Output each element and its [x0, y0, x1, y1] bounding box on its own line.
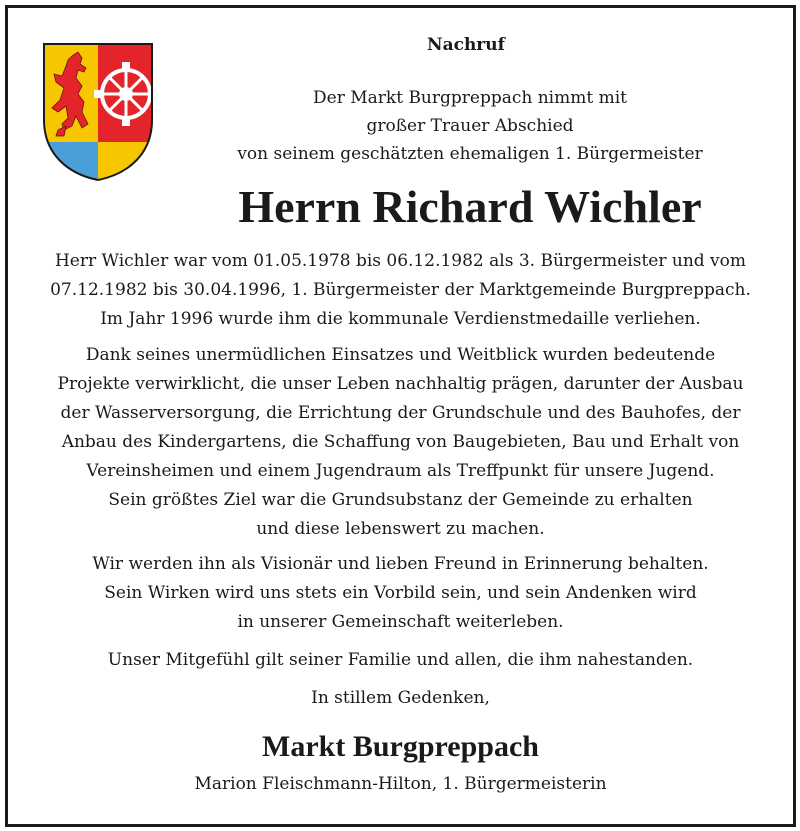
- text-line: Anbau des Kindergartens, die Schaffung von Baugebieten, Bau und Erhalt von: [61, 432, 740, 452]
- paragraph-achievements: [8, 341, 793, 544]
- text-line: Sein Wirken wird uns stets ein Vorbild sein, und sein Andenken wird: [104, 583, 697, 603]
- text-line: in unserer Gemeinschaft weiterleben.: [237, 612, 564, 632]
- text-line: Wir werden ihn als Visionär und lieben Freund in Erinnerung behalten.: [92, 554, 709, 574]
- coat-of-arms-icon: [42, 42, 154, 182]
- text-line: Sein größtes Ziel war die Grundsubstanz der Gemeinde zu erhalten: [108, 490, 693, 510]
- text-line: 07.12.1982 bis 30.04.1996, 1. Bürgermeister der Marktgemeinde Burgpreppach.: [50, 280, 751, 300]
- intro-line: Der Markt Burgpreppach nimmt mit: [313, 88, 627, 108]
- intro-line: großer Trauer Abschied: [366, 116, 574, 136]
- signer-name: Marion Fleischmann-Hilton, 1. Bürgermeisterin: [194, 774, 607, 794]
- notice-heading: Nachruf: [427, 35, 505, 55]
- text-line: Dank seines unermüdlichen Einsatzes und Weitblick wurden bedeutende: [85, 345, 716, 365]
- paragraph-remembrance: [8, 550, 793, 637]
- closing-phrase: In stillem Gedenken,: [311, 688, 490, 708]
- text-line: Im Jahr 1996 wurde ihm die kommunale Verdienstmedaille verliehen.: [100, 309, 701, 329]
- text-line: und diese lebenswert zu machen.: [256, 519, 545, 539]
- intro-line: von seinem geschätzten ehemaligen 1. Bürgermeister: [237, 144, 703, 164]
- organization-name: Markt Burgpreppach: [262, 730, 539, 763]
- text-line: Projekte verwirklicht, die unser Leben nachhaltig prägen, darunter der Ausbau: [57, 374, 744, 394]
- text-line: der Wasserversorgung, die Errichtung der Grundschule und des Bauhofes, der: [60, 403, 741, 423]
- paragraph-condolence: [8, 646, 793, 675]
- text-line: Vereinsheimen und einem Jugendraum als Treffpunkt für unsere Jugend.: [86, 461, 715, 481]
- intro-text: [180, 84, 760, 168]
- text-line: Herr Wichler war vom 01.05.1978 bis 06.12.1982 als 3. Bürgermeister und vom: [54, 251, 747, 271]
- paragraph-career: [8, 247, 793, 334]
- text-line: Unser Mitgefühl gilt seiner Familie und allen, die ihm nahestanden.: [107, 650, 694, 670]
- deceased-name: Herrn Richard Wichler: [238, 181, 702, 232]
